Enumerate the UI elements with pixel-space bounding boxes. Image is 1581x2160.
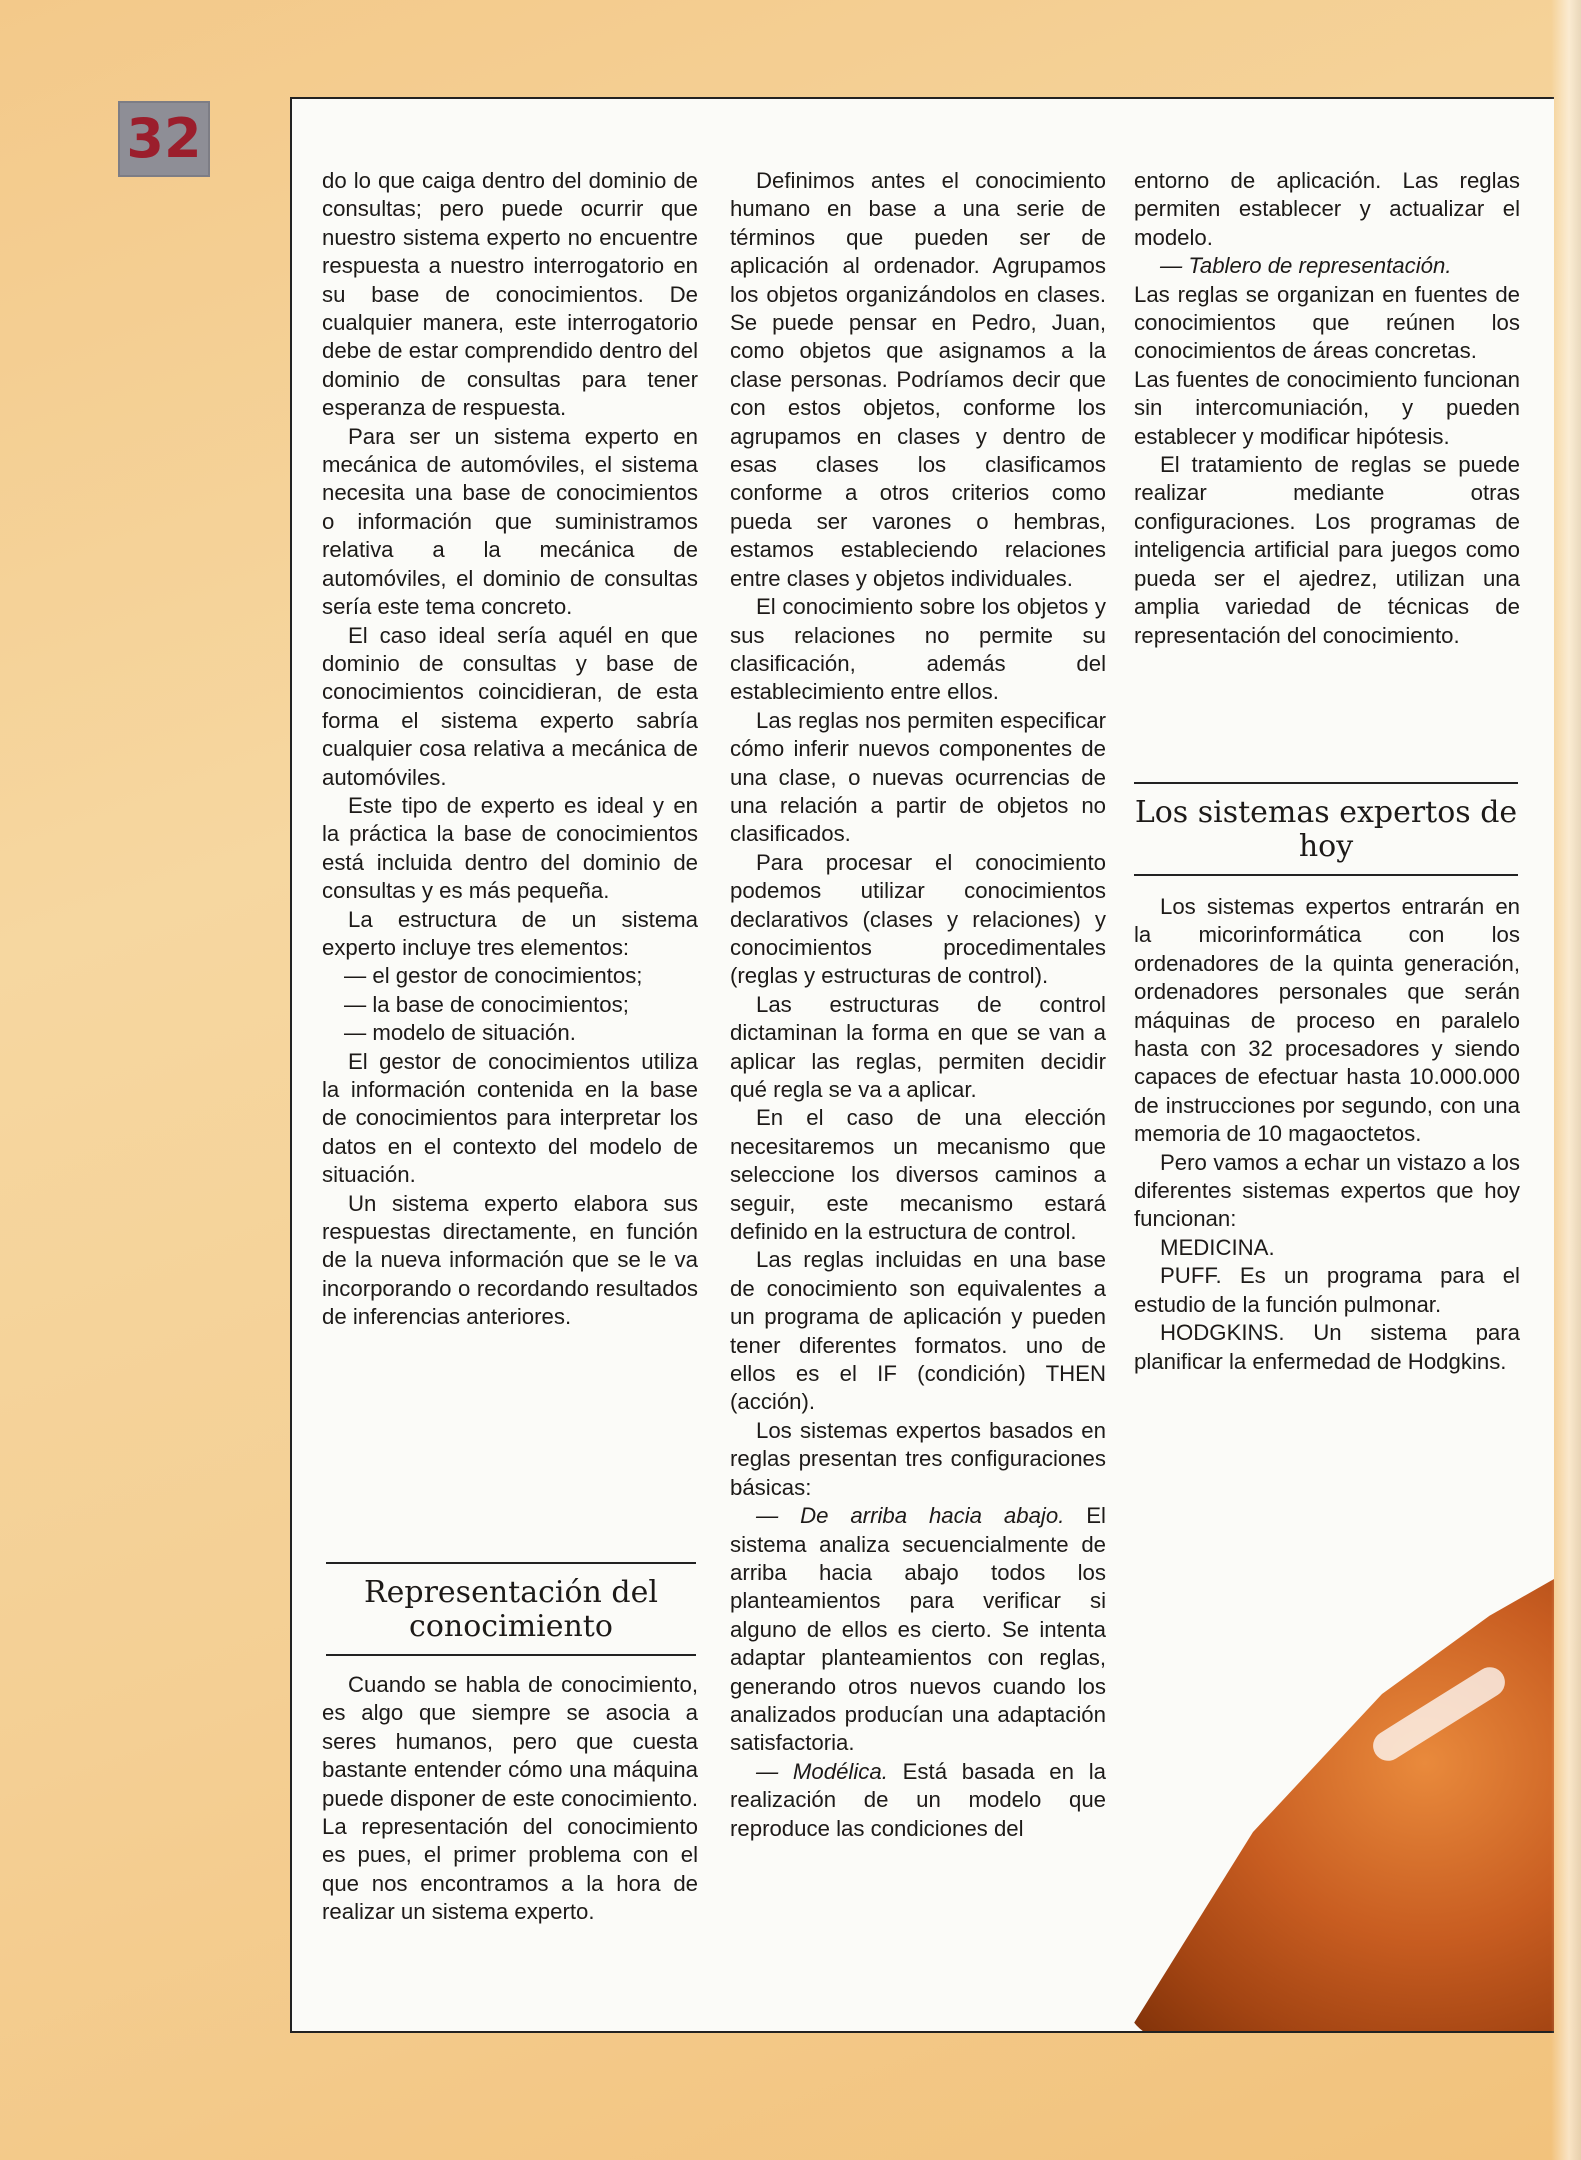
paragraph: entorno de aplicación. Las reglas permiten establecer y actualizar el modelo. bbox=[1134, 168, 1520, 250]
paragraph: El tratamiento de reglas se puede realizar mediante otras configuraciones. Los programas de inteligencia artificial para juegos como pueda ser el ajedrez, utilizan una amplia variedad de técnicas de representación del conocimiento. bbox=[1134, 452, 1520, 648]
paragraph: El gestor de conocimientos utiliza la información contenida en la base de conocimientos para interpretar los datos en el contexto del modelo de situación. bbox=[322, 1048, 698, 1188]
article-page bbox=[290, 97, 1554, 2033]
emphasis: — Tablero de representación. bbox=[1160, 253, 1452, 279]
paragraph: Para ser un sistema experto en mecánica de automóviles, el sistema necesita una base de conocimientos o información que suministramos relativa a la mecánica de automóviles, el dominio de consultas sería este tema concreto. bbox=[322, 423, 698, 620]
list-item: — modelo de situación. bbox=[344, 1020, 576, 1046]
paragraph: HODGKINS. Un sistema para planificar la enfermedad de Hodgkins. bbox=[1134, 1320, 1520, 1374]
list-item: — la base de conocimientos; bbox=[344, 991, 629, 1017]
list-item: — el gestor de conocimientos; bbox=[344, 963, 643, 989]
paragraph bbox=[730, 1502, 1106, 1758]
paragraph: PUFF. Es un programa para el estudio de la función pulmonar. bbox=[1134, 1263, 1520, 1317]
paragraph: Las estructuras de control dictaminan la forma en que se van a aplicar las reglas, permiten decidir qué regla se va a aplicar. bbox=[730, 991, 1106, 1102]
paragraph: Los sistemas expertos basados en reglas presentan tres configuraciones básicas: bbox=[730, 1417, 1106, 1500]
emphasis: — De arriba hacia abajo. bbox=[756, 1503, 1065, 1529]
column-3-section bbox=[1134, 893, 1520, 1376]
paragraph: Este tipo de experto es ideal y en la práctica la base de conocimientos está incluida dentro del dominio de consultas y es más pequeña. bbox=[322, 792, 698, 904]
paragraph: MEDICINA. bbox=[1160, 1234, 1275, 1260]
section-heading-sistemas-hoy: Los sistemas expertos de hoy bbox=[1134, 782, 1518, 876]
section-heading-representacion: Representación del conocimiento bbox=[326, 1562, 696, 1656]
paragraph: El conocimiento sobre los objetos y sus relaciones no permite su clasificación, además del establecimiento entre ellos. bbox=[730, 594, 1106, 705]
page-fold-shadow bbox=[1551, 0, 1581, 2160]
paragraph: do lo que caiga dentro del dominio de consultas; pero puede ocurrir que nuestro sistema experto no encuentre respuesta a nuestro interrogatorio en su base de conocimientos. De cualquier manera, este interrogatorio debe de estar comprendido dentro del dominio de consultas para tener esperanza de respuesta. bbox=[322, 168, 698, 421]
column-2 bbox=[730, 167, 1106, 1843]
paragraph bbox=[1134, 252, 1520, 280]
illustration-arm bbox=[1124, 1579, 1554, 2033]
column-1-section bbox=[322, 1671, 698, 1927]
paragraph: Un sistema experto elabora sus respuestas directamente, en función de la nueva información que se le va incorporando o recordando resultados de inferencias anteriores. bbox=[322, 1190, 698, 1330]
paragraph: Las fuentes de conocimiento funcionan sin intercomuniación, y pueden establecer y modificar hipótesis. bbox=[1134, 366, 1520, 449]
paragraph: Cuando se habla de conocimiento, es algo que siempre se asocia a seres humanos, pero que cuesta bastante entender cómo una máquina puede disponer de este conocimiento. La representación del conocimiento es pues, el primer problema con el que nos encontramos a la hora de realizar un sistema experto. bbox=[322, 1672, 698, 1925]
paragraph-text: Está basada en la realización de un modelo que reproduce las condiciones del bbox=[730, 1758, 1106, 1841]
paragraph: Definimos antes el conocimiento humano en base a una serie de términos que pueden ser de aplicación al ordenador. Agrupamos los objetos organizándolos en clases. Se puede pensar en Pedro, Juan, como objetos que asignamos a la clase personas. Podríamos decir que con estos objetos, conforme los agrupamos en clases y dentro de esas clases los clasificamos conforme a otros criterios como pueda ser varones o hembras, estamos estableciendo relaciones entre clases y objetos individuales. bbox=[730, 168, 1106, 591]
paragraph: La estructura de un sistema experto incluye tres elementos: bbox=[322, 906, 698, 960]
page-number: 32 bbox=[118, 101, 210, 177]
emphasis: — Modélica. bbox=[756, 1758, 888, 1784]
paragraph: En el caso de una elección necesitaremos un mecanismo que seleccione los diversos caminos a seguir, este mecanismo estará definido en la estructura de control. bbox=[730, 1105, 1106, 1245]
paragraph: Para procesar el conocimiento podemos utilizar conocimientos declarativos (clases y relaciones) y conocimientos procedimentales (reglas y estructuras de control). bbox=[730, 849, 1106, 989]
column-1 bbox=[322, 167, 698, 1332]
paragraph bbox=[730, 1758, 1106, 1843]
paragraph: Las reglas nos permiten especificar cómo inferir nuevos componentes de una clase, o nuevas ocurrencias de una relación a partir de objetos no clasificados. bbox=[730, 707, 1106, 847]
paragraph: Las reglas incluidas en una base de conocimiento son equivalentes a un programa de aplicación y pueden tener diferentes formatos. uno de ellos es el IF (condición) THEN (acción). bbox=[730, 1247, 1106, 1415]
paragraph-text: El sistema analiza secuencialmente de arriba hacia abajo todos los planteamientos para verificar si alguno de ellos es cierto. Se intenta adaptar planteamientos con reglas, generando otros nuevos cuando los analizados producían una adaptación satisfactoria. bbox=[730, 1503, 1106, 1756]
paragraph: Los sistemas expertos entrarán en la micorinformática con los ordenadores de la quinta generación, ordenadores personales que serán máquinas de proceso en paralelo hasta con 32 procesadores y siendo capaces de efectuar hasta 10.000.000 de instrucciones por segundo, con una memoria de 10 magaoctetos. bbox=[1134, 894, 1520, 1147]
paragraph: Las reglas se organizan en fuentes de conocimientos que reúnen los conocimientos de áreas concretas. bbox=[1134, 281, 1520, 364]
column-3 bbox=[1134, 167, 1520, 650]
paragraph: El caso ideal sería aquél en que dominio de consultas y base de conocimientos coincidieran, de esta forma el sistema experto sabría cualquier cosa relativa a mecánica de automóviles. bbox=[322, 622, 698, 790]
paragraph: Pero vamos a echar un vistazo a los diferentes sistemas expertos que hoy funcionan: bbox=[1134, 1149, 1520, 1232]
